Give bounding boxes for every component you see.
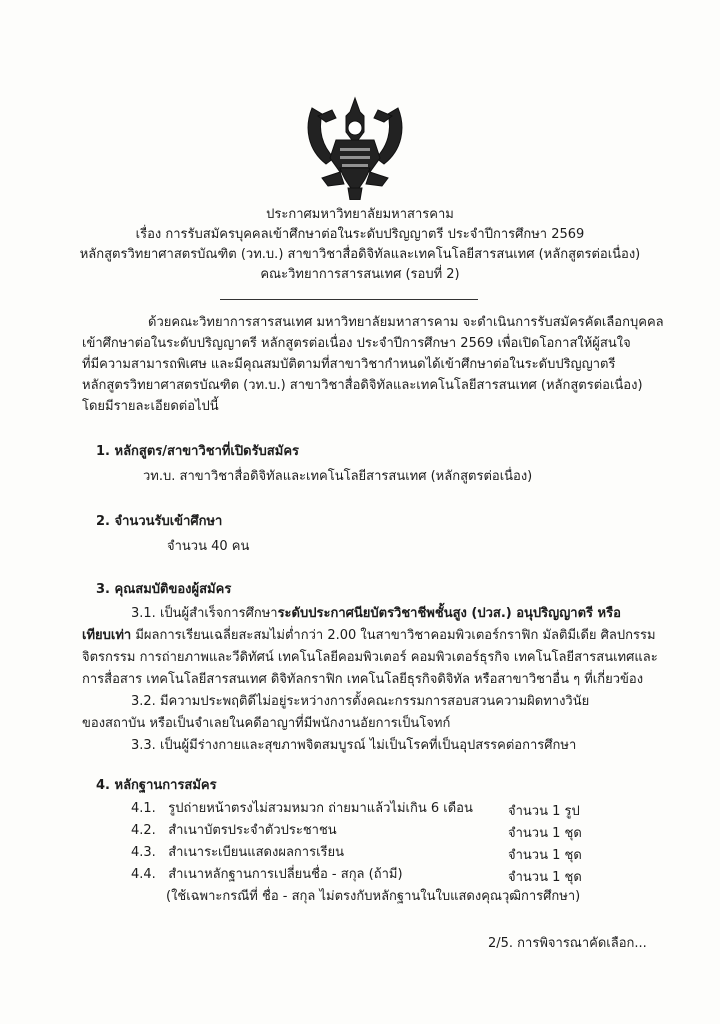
section-2-body: จำนวน 40 คน	[167, 539, 250, 554]
intro-line: โดยมีรายละเอียดต่อไปนี้	[82, 399, 219, 414]
item-number: 4.1.	[131, 801, 156, 816]
section-1-heading: 1. หลักสูตร/สาขาวิชาที่เปิดรับสมัคร	[96, 444, 299, 459]
intro-line: ที่มีความสามารถพิเศษ และมีคุณสมบัติตามที่สาขาวิชากำหนดได้เข้าศึกษาต่อในระดับปริญญาตรี	[82, 357, 616, 372]
item-text: เป็นผู้สำเร็จการศึกษา	[155, 606, 278, 621]
page-continuation: 2/5. การพิจารณาคัดเลือก...	[488, 936, 647, 951]
document-qty: จำนวน 1 ชุด	[508, 848, 582, 863]
qualification-3-2-line-1: 3.2. มีความประพฤติดีไม่อยู่ระหว่างการตั้งคณะกรรมการสอบสวนความผิดทางวินัย	[131, 694, 590, 709]
qualification-3-3: 3.3. เป็นผู้มีร่างกายและสุขภาพจิตสมบูรณ์ ไม่เป็นโรคที่เป็นอุปสรรคต่อการศึกษา	[131, 738, 577, 753]
item-text: รูปถ่ายหน้าตรงไม่สวมหมวก ถ่ายมาแล้วไม่เกิน 6 เดือน	[168, 801, 473, 816]
section-3-heading: 3. คุณสมบัติของผู้สมัคร	[96, 582, 232, 597]
announcement-subject: เรื่อง การรับสมัครบุคคลเข้าศึกษาต่อในระดับปริญญาตรี ประจำปีการศึกษา 2569	[135, 227, 585, 242]
document-qty: จำนวน 1 ชุด	[508, 826, 582, 841]
intro-line: ด้วยคณะวิทยาการสารสนเทศ มหาวิทยาลัยมหาสารคาม จะดำเนินการรับสมัครคัดเลือกบุคคล	[148, 315, 664, 330]
garuda-emblem-icon	[300, 88, 410, 200]
item-number: 4.2.	[131, 823, 156, 838]
qualification-3-1-line-2	[82, 627, 656, 644]
item-bold-text: ระดับประกาศนียบัตรวิชาชีพชั้นสูง (ปวส.) อนุปริญญาตรี หรือ	[277, 606, 621, 621]
item-text: มีผลการเรียนเฉลี่ยสะสมไม่ต่ำกว่า 2.00 ในสาขาวิชาคอมพิวเตอร์กราฟิก มัลติมีเดีย ศิลปกรรม	[131, 628, 656, 643]
qualification-3-2-line-2: ของสถาบัน หรือเป็นจำเลยในคดีอาญาที่มีพนักงานอัยการเป็นโจทก์	[82, 716, 451, 731]
document-qty: จำนวน 1 รูป	[508, 804, 580, 819]
section-4-heading: 4. หลักฐานการสมัคร	[96, 778, 217, 793]
item-bold-text: เทียบเท่า	[82, 628, 132, 643]
document-item-4-1	[131, 800, 473, 817]
item-text: สำเนาระเบียนแสดงผลการเรียน	[168, 845, 345, 860]
document-item-4-4	[131, 866, 403, 883]
item-number: 3.1.	[131, 606, 156, 621]
document-item-4-3	[131, 844, 344, 861]
divider	[220, 299, 478, 300]
qualification-3-1-line-3: จิตรกรรม การถ่ายภาพและวีดิทัศน์ เทคโนโลยีคอมพิวเตอร์ คอมพิวเตอร์ธุรกิจ เทคโนโลยีสารสนเทศและ	[82, 650, 658, 665]
item-number: 4.3.	[131, 845, 156, 860]
document-item-note: (ใช้เฉพาะกรณีที่ ชื่อ - สกุล ไม่ตรงกับหลักฐานในใบแสดงคุณวุฒิการศึกษา)	[166, 889, 581, 904]
qualification-3-1-line-1	[131, 605, 621, 622]
intro-line: หลักสูตรวิทยาศาสตรบัณฑิต (วท.บ.) สาขาวิชาสื่อดิจิทัลและเทคโนโลยีสารสนเทศ (หลักสูตรต่อเนื่อง)	[82, 378, 643, 393]
item-text: สำเนาบัตรประจำตัวประชาชน	[168, 823, 337, 838]
section-2-heading: 2. จำนวนรับเข้าศึกษา	[96, 514, 223, 529]
qualification-3-1-line-4: การสื่อสาร เทคโนโลยีสารสนเทศ ดิจิทัลกราฟิก เทคโนโลยีธุรกิจดิจิทัล หรือสาขาวิชาอื่น ๆ ที่เกี่ยวข้อง	[82, 672, 644, 687]
item-number: 4.4.	[131, 867, 156, 882]
announcement-faculty: คณะวิทยาการสารสนเทศ (รอบที่ 2)	[260, 267, 460, 282]
intro-line: เข้าศึกษาต่อในระดับปริญญาตรี หลักสูตรต่อเนื่อง ประจำปีการศึกษา 2569 เพื่อเปิดโอกาสให้ผู้สนใจ	[82, 336, 631, 351]
announcement-program: หลักสูตรวิทยาศาสตรบัณฑิต (วท.บ.) สาขาวิชาสื่อดิจิทัลและเทคโนโลยีสารสนเทศ (หลักสูตรต่อเนื่อง)	[79, 247, 641, 262]
document-item-4-2	[131, 822, 337, 839]
document-qty: จำนวน 1 ชุด	[508, 870, 582, 885]
item-text: สำเนาหลักฐานการเปลี่ยนชื่อ - สกุล (ถ้ามี)	[168, 867, 403, 882]
announcement-title: ประกาศมหาวิทยาลัยมหาสารคาม	[266, 207, 454, 222]
section-1-body: วท.บ. สาขาวิชาสื่อดิจิทัลและเทคโนโลยีสารสนเทศ (หลักสูตรต่อเนื่อง)	[143, 469, 533, 484]
